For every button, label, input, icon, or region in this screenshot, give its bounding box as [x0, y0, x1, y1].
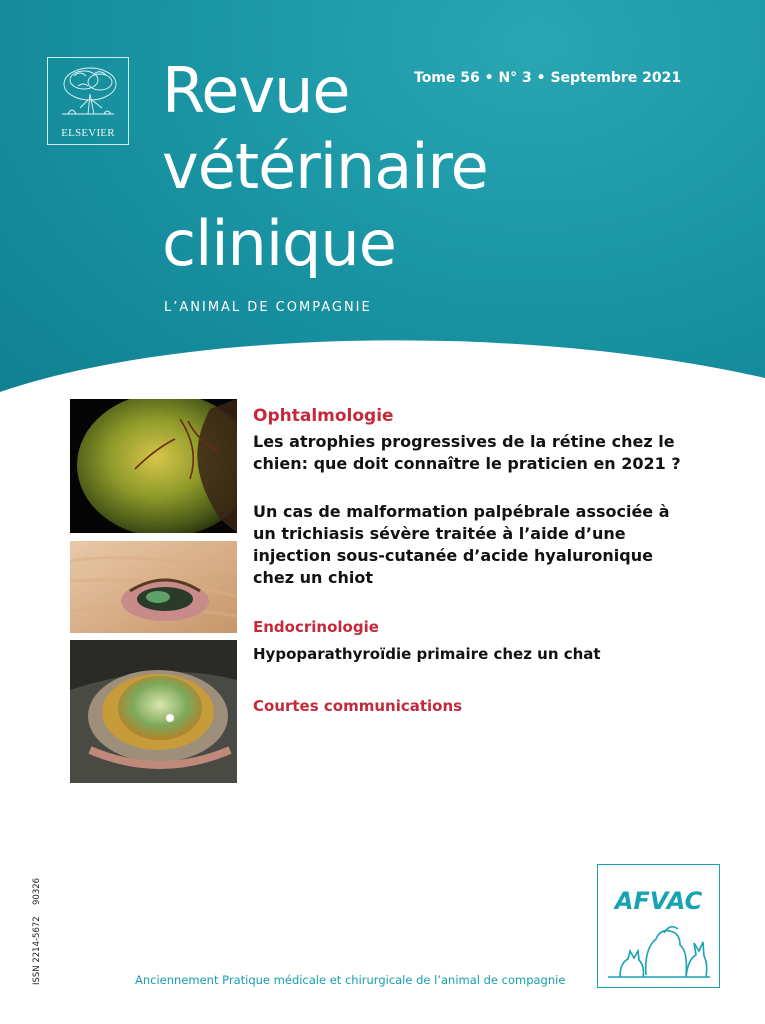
section-heading-ophtalmologie: Ophtalmologie: [253, 406, 394, 426]
cat-eye-photo: [70, 640, 237, 783]
issn-label: ISSN 2214-5672: [32, 916, 42, 985]
journal-subtitle: L’ANIMAL DE COMPAGNIE: [164, 300, 372, 315]
article-title-hypoparathyroidism: Hypoparathyroïdie primaire chez un chat: [253, 645, 601, 663]
journal-title-line-1: Revue: [162, 54, 350, 127]
section-heading-endocrinologie: Endocrinologie: [253, 618, 379, 636]
article-title-retinal-atrophy: Les atrophies progressives de la rétine chez le chien: que doit connaître le praticien en 2021 ?: [253, 432, 681, 473]
elsevier-tree-icon: [54, 64, 122, 120]
section-heading-courtes-communications: Courtes communications: [253, 697, 463, 715]
former-title-note: Anciennement Pratique médicale et chirurgicale de l’animal de compagnie: [135, 973, 566, 987]
afvac-wordmark: AFVAC: [614, 887, 703, 915]
article-title-eyelid-malformation: Un cas de malformation palpébrale associée à un trichiasis sévère traitée à l’aide d’une injection sous-cutanée d’acide hyaluronique chez un chiot: [253, 502, 670, 587]
issue-info: Tome 56 • N° 3 • Septembre 2021: [414, 70, 682, 86]
spine-code: 90326: [32, 877, 42, 905]
afvac-logo: [597, 864, 720, 988]
journal-title-line-2: vétérinaire: [162, 130, 488, 203]
elsevier-logo: [47, 57, 129, 145]
journal-title-line-3: clinique: [162, 207, 396, 280]
fundus-photo: [70, 399, 237, 533]
puppy-eye-photo: [70, 541, 237, 633]
elsevier-wordmark: ELSEVIER: [61, 127, 115, 139]
animals-silhouette-icon: [606, 917, 712, 983]
